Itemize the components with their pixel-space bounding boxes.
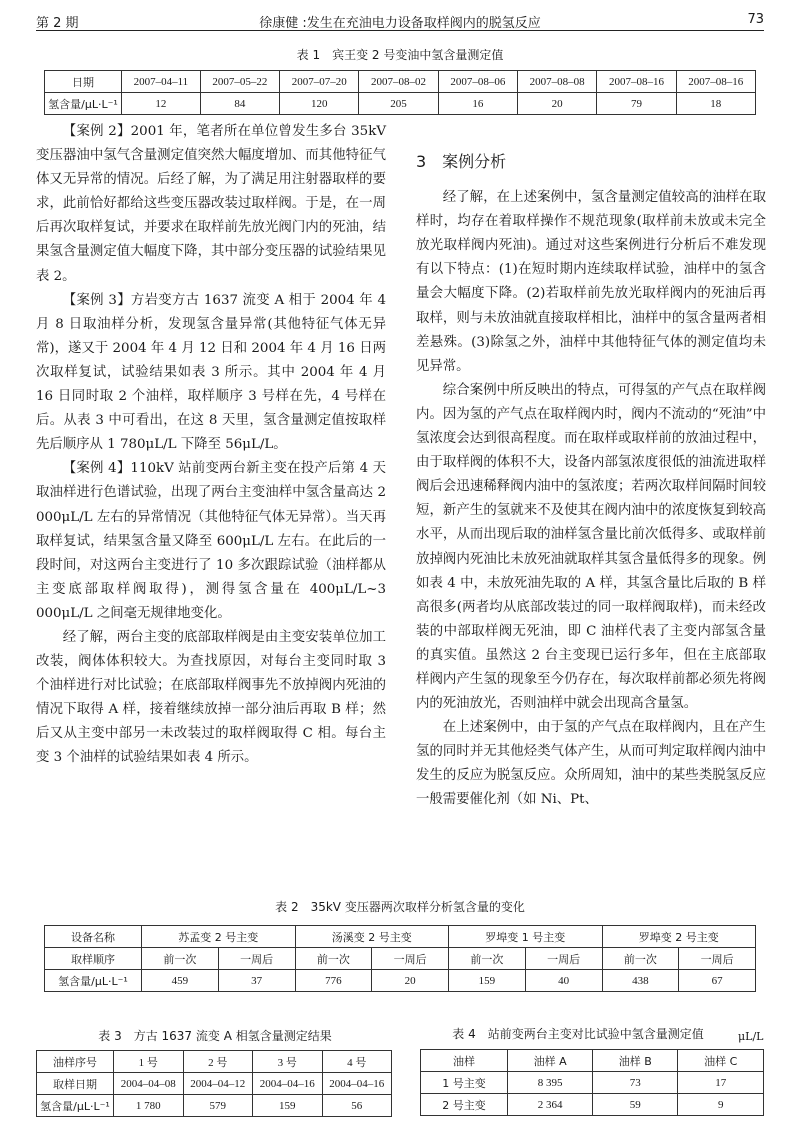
table2-order: 前一次 — [449, 948, 526, 970]
table1-value: 120 — [280, 93, 359, 115]
table1-date: 2007–08–16 — [676, 71, 755, 93]
table1-date: 2007–08–06 — [438, 71, 517, 93]
table1-value: 12 — [122, 93, 201, 115]
table3-seq-label: 油样序号 — [37, 1051, 114, 1073]
table3-value: 579 — [183, 1095, 253, 1117]
table2-order: 一周后 — [218, 948, 295, 970]
table2-device-label: 设备名称 — [45, 926, 142, 948]
table2 — [44, 925, 756, 992]
table1-caption: 表 1 宾王变 2 号变油中氢含量测定值 — [296, 48, 504, 62]
table1-date: 2007–08–02 — [359, 71, 438, 93]
table2-order: 前一次 — [602, 948, 679, 970]
table4-sample: 油样 B — [593, 1050, 678, 1072]
page-number: 73 — [747, 12, 764, 27]
table1-value: 18 — [676, 93, 755, 115]
table2-value: 438 — [602, 970, 679, 992]
case4-paragraph: 【案例 4】110kV 站前变两台新主变在投产后第 4 天取油样进行色谱试验，出现了两台主变油样中氢含量高达 2 000μL/L 左右的异常情况（其他特征气体无异常）。当天再取样复试，结果氢含量又降至 600μL/L 左右。在此后的一段时间，对这两台主变进行了 10 多次跟踪试验（油样都从主变底部取样阀取得)，测得氢含量在 400μL/L~3 000μL/L 之间毫无规律地变化。 — [36, 461, 386, 621]
table2-value: 37 — [218, 970, 295, 992]
table2-device: 罗埠变 1 号主变 — [449, 926, 603, 948]
table4-value: 17 — [678, 1072, 764, 1094]
table3-caption: 表 3 方古 1637 流变 A 相氢含量测定结果 — [98, 1029, 332, 1043]
table2-value: 159 — [449, 970, 526, 992]
case4-followup-paragraph: 经了解，两台主变的底部取样阀是由主变安装单位加工改装，阀体体积较大。为查找原因，对每台主变同时取 3 个油样进行对比试验；在底部取样阀事先不放掉阀内死油的情况下取得 A 样，接着继续放掉一部分油后再取 B 样；然后又从主变中部另一未改装过的取样阀取得 C 相。每台主变 3 个油样的试验结果如表 4 所示。 — [36, 629, 386, 766]
table4-value: 73 — [593, 1072, 678, 1094]
case3-paragraph: 【案例 3】方岩变方古 1637 流变 A 相于 2004 年 4 月 8 日取油样分析，发现氢含量异常(其他特征气体无异常)，遂又于 2004 年 4 月 12 日和 2004 年 4 月 16 日两次取样复试，试验结果如表 3 所示。其中 2004 年 4 月 16 日同时取 2 个油样，取样顺序 3 号样在先，4 号样在后。从表 3 中可看出，在这 8 天里，氢含量测定值按取样先后顺序从 1 780μL/L 下降至 56μL/L。 — [36, 292, 386, 453]
table4-unit: μL/L — [738, 1030, 764, 1043]
analysis-paragraph: 在上述案例中，由于氢的产气点在取样阀内，且在产生氢的同时并无其他烃类气体产生，从而可判定取样阀内油中发生的反应为脱氢反应。众所周知，油中的某些类脱氢反应一般需要催化剂（如 Ni、Pt、 — [416, 720, 766, 808]
table3-date: 2004–04–16 — [322, 1073, 392, 1095]
table2-value: 20 — [372, 970, 449, 992]
table2-order: 一周后 — [679, 948, 756, 970]
table4-sample-label: 油样 — [421, 1050, 508, 1072]
table4-sample: 油样 A — [508, 1050, 593, 1072]
table2-device: 苏孟变 2 号主变 — [142, 926, 296, 948]
table2-value: 776 — [295, 970, 372, 992]
table2-order: 一周后 — [372, 948, 449, 970]
table3-date-label: 取样日期 — [37, 1073, 114, 1095]
table3 — [36, 1050, 392, 1117]
table4-caption: 表 4 站前变两台主变对比试验中氢含量测定值 — [452, 1027, 704, 1041]
table4-row-name: 1 号主变 — [421, 1072, 508, 1094]
right-column — [416, 146, 766, 813]
analysis-paragraph: 综合案例中所反映出的特点，可得氢的产气点在取样阀内。因为氢的产气点在取样阀内时，阀内不流动的“死油”中氢浓度会达到很高程度。而在取样或取样前的放油过程中，由于取样阀的体积不大，设备内部氢浓度很低的油流进取样阀后会迅速稀释阀内油中的氢浓度；若两次取样间隔时间较短，新产生的氢就来不及使其在阀内油中的浓度恢复到较高水平，从而出现后取的油样氢含量比前次低得多、或取样前放掉阀内死油比未放死油就取样其氢含量低得多的现象。例如表 4 中，未放死油先取的 A 样，其氢含量比后取的 B 样高很多(两者均从底部改装过的同一取样阀取样)，而未经改装的中部取样阀无死油，即 C 油样代表了主变内部氢含量的真实值。虽然这 2 台主变现已运行多年，但在主底部取样阀内产生氢的现象至今仍存在，每次取样前都必须先将阀内的死油放光，否则油样中就会出现高含量氢。 — [416, 382, 766, 712]
table3-value: 1 780 — [114, 1095, 184, 1117]
section-heading: 3 案例分析 — [416, 152, 507, 171]
table4 — [420, 1049, 764, 1116]
case2-paragraph: 【案例 2】2001 年，笔者所在单位曾发生多台 35kV 变压器油中氢气含量测定值突然大幅度增加、而其他特征气体又无异常的情况。后经了解，为了满足用注射器取样的要求，此前恰好都给这些变压器改装过取样阀。于是，在一周后再次取样复试，并要求在取样前先放光阀门内的死油，结果氢含量测定值大幅度下降，其中部分变压器的试验结果见表 2。 — [36, 124, 386, 284]
running-title: 徐康健 :发生在充油电力设备取样阀内的脱氢反应 — [259, 16, 541, 31]
table2-order-label: 取样顺序 — [45, 948, 142, 970]
left-column — [36, 120, 386, 771]
table4-sample: 油样 C — [678, 1050, 764, 1072]
table2-value: 67 — [679, 970, 756, 992]
table3-seq: 4 号 — [322, 1051, 392, 1073]
table2-device: 罗埠变 2 号主变 — [602, 926, 756, 948]
table1-value: 205 — [359, 93, 438, 115]
table3-date: 2004–04–08 — [114, 1073, 184, 1095]
table2-caption: 表 2 35kV 变压器两次取样分析氢含量的变化 — [275, 900, 525, 914]
table1-date: 2007–04–11 — [122, 71, 201, 93]
table3-value: 56 — [322, 1095, 392, 1117]
table2-value: 40 — [525, 970, 602, 992]
table2-order: 前一次 — [295, 948, 372, 970]
table4-value: 59 — [593, 1094, 678, 1116]
table1-date: 2007–08–08 — [517, 71, 596, 93]
table3-date: 2004–04–12 — [183, 1073, 253, 1095]
table1-date-label: 日期 — [45, 71, 122, 93]
table4-value: 2 364 — [508, 1094, 593, 1116]
table2-value: 459 — [142, 970, 219, 992]
table2-h2-label: 氢含量/μL·L⁻¹ — [45, 970, 142, 992]
table3-seq: 3 号 — [253, 1051, 323, 1073]
table3-h2-label: 氢含量/μL·L⁻¹ — [37, 1095, 114, 1117]
table1-value: 16 — [438, 93, 517, 115]
table3-seq: 1 号 — [114, 1051, 184, 1073]
table2-order: 一周后 — [525, 948, 602, 970]
table3-value: 159 — [253, 1095, 323, 1117]
table1-date: 2007–08–16 — [597, 71, 676, 93]
table1-date: 2007–05–22 — [200, 71, 279, 93]
table2-device: 汤溪变 2 号主变 — [295, 926, 449, 948]
header-rule — [36, 30, 764, 31]
table3-date: 2004–04–16 — [253, 1073, 323, 1095]
page-header — [36, 8, 764, 30]
issue-number: 第 2 期 — [36, 16, 79, 31]
table2-order: 前一次 — [142, 948, 219, 970]
table1-h2-label: 氢含量/μL·L⁻¹ — [45, 93, 122, 115]
table1-date: 2007–07–20 — [280, 71, 359, 93]
table4-value: 8 395 — [508, 1072, 593, 1094]
table4-value: 9 — [678, 1094, 764, 1116]
analysis-paragraph: 经了解，在上述案例中，氢含量测定值较高的油样在取样时，均存在着取样操作不规范现象(取样前未放或未完全放光取样阀内死油)。通过对这些案例进行分析后不难发现有以下特点：(1)在短时期内连续取样试验，油样中的氢含量会大幅度下降。(2)若取样前先放光取样阀内的死油后再取样，则与未放油就直接取样相比，油样中的氢含量两者相差悬殊。(3)除氢之外，油样中其他特征气体的测定值均未见异常。 — [416, 190, 766, 374]
table1-value: 20 — [517, 93, 596, 115]
table1-value: 79 — [597, 93, 676, 115]
table3-seq: 2 号 — [183, 1051, 253, 1073]
table4-row-name: 2 号主变 — [421, 1094, 508, 1116]
table1-value: 84 — [200, 93, 279, 115]
table1 — [44, 70, 756, 115]
